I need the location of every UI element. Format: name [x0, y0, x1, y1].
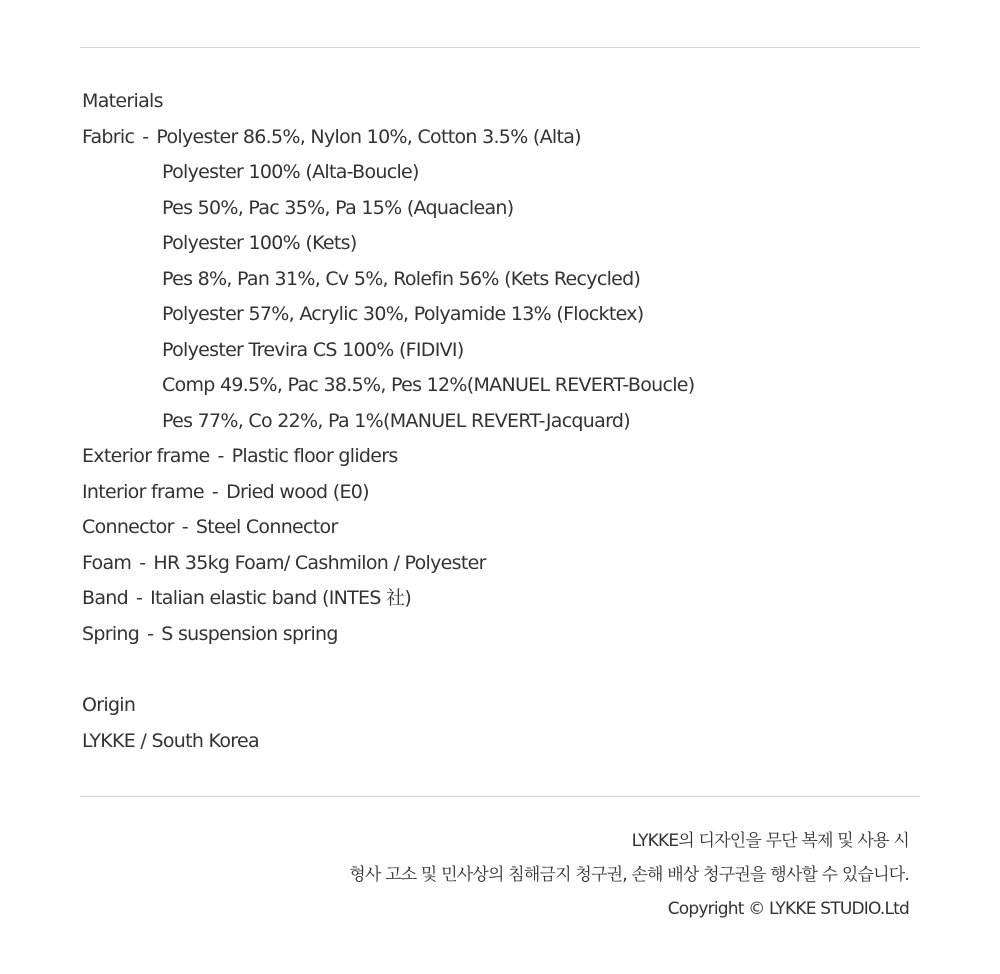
foam-value: HR 35kg Foam/ Cashmilon / Polyester	[153, 551, 486, 574]
materials-section	[82, 84, 920, 652]
foam-label: Foam	[82, 551, 132, 574]
band-label: Band	[82, 587, 128, 609]
connector-label: Connector	[82, 516, 174, 538]
band-separator: -	[135, 587, 143, 609]
band-value: Italian elastic band (INTES 社)	[150, 587, 412, 609]
fabric-line-6: Polyester Trevira CS 100% (FIDIVI)	[162, 338, 464, 361]
band-row	[82, 581, 920, 617]
origin-heading: Origin	[82, 694, 136, 716]
fabric-line-0: Polyester 86.5%, Nylon 10%, Cotton 3.5% (Alta)	[156, 125, 581, 148]
spring-separator: -	[147, 622, 154, 645]
top-divider	[80, 47, 920, 48]
exterior-frame-label: Exterior frame	[82, 445, 210, 467]
connector-separator: -	[181, 516, 188, 538]
origin-section	[82, 688, 920, 759]
exterior-frame-separator: -	[217, 445, 224, 467]
spring-label: Spring	[82, 622, 140, 645]
fabric-line-1: Polyester 100% (Alta-Boucle)	[162, 161, 419, 183]
bottom-divider	[80, 796, 920, 797]
fabric-separator: -	[142, 125, 149, 148]
interior-frame-label: Interior frame	[82, 480, 204, 503]
spring-value: S suspension spring	[161, 622, 338, 645]
connector-row	[82, 510, 920, 546]
copyright-text: Copyright © LYKKE STUDIO.Ltd	[667, 899, 909, 919]
foam-row	[82, 546, 920, 582]
fabric-row	[82, 120, 920, 156]
materials-heading: Materials	[82, 90, 163, 112]
fabric-line-7: Comp 49.5%, Pac 38.5%, Pes 12%(MANUEL REVERT-Boucle)	[162, 374, 695, 396]
interior-frame-row	[82, 475, 920, 511]
spring-row	[82, 617, 920, 653]
fabric-label: Fabric	[82, 125, 135, 148]
fabric-line-5: Polyester 57%, Acrylic 30%, Polyamide 13% (Flocktex)	[162, 303, 644, 325]
interior-frame-value: Dried wood (E0)	[226, 480, 369, 503]
notice-line-1: LYKKE의 디자인을 무단 복제 및 사용 시	[631, 831, 909, 851]
copyright-notice	[349, 824, 909, 926]
fabric-line-3: Polyester 100% (Kets)	[162, 232, 357, 254]
notice-line-2: 형사 고소 및 민사상의 침해금지 청구권, 손해 배상 청구권을 행사할 수 있습니다.	[349, 865, 909, 885]
connector-value: Steel Connector	[195, 516, 338, 538]
interior-frame-separator: -	[211, 480, 219, 503]
exterior-frame-value: Plastic floor gliders	[231, 445, 398, 467]
fabric-line-2: Pes 50%, Pac 35%, Pa 15% (Aquaclean)	[162, 196, 514, 219]
foam-separator: -	[139, 551, 146, 574]
origin-value: LYKKE / South Korea	[82, 729, 259, 752]
fabric-line-8: Pes 77%, Co 22%, Pa 1%(MANUEL REVERT-Jacquard)	[162, 409, 630, 432]
exterior-frame-row	[82, 439, 920, 475]
fabric-line-4: Pes 8%, Pan 31%, Cv 5%, Rolefin 56% (Kets Recycled)	[162, 267, 641, 290]
